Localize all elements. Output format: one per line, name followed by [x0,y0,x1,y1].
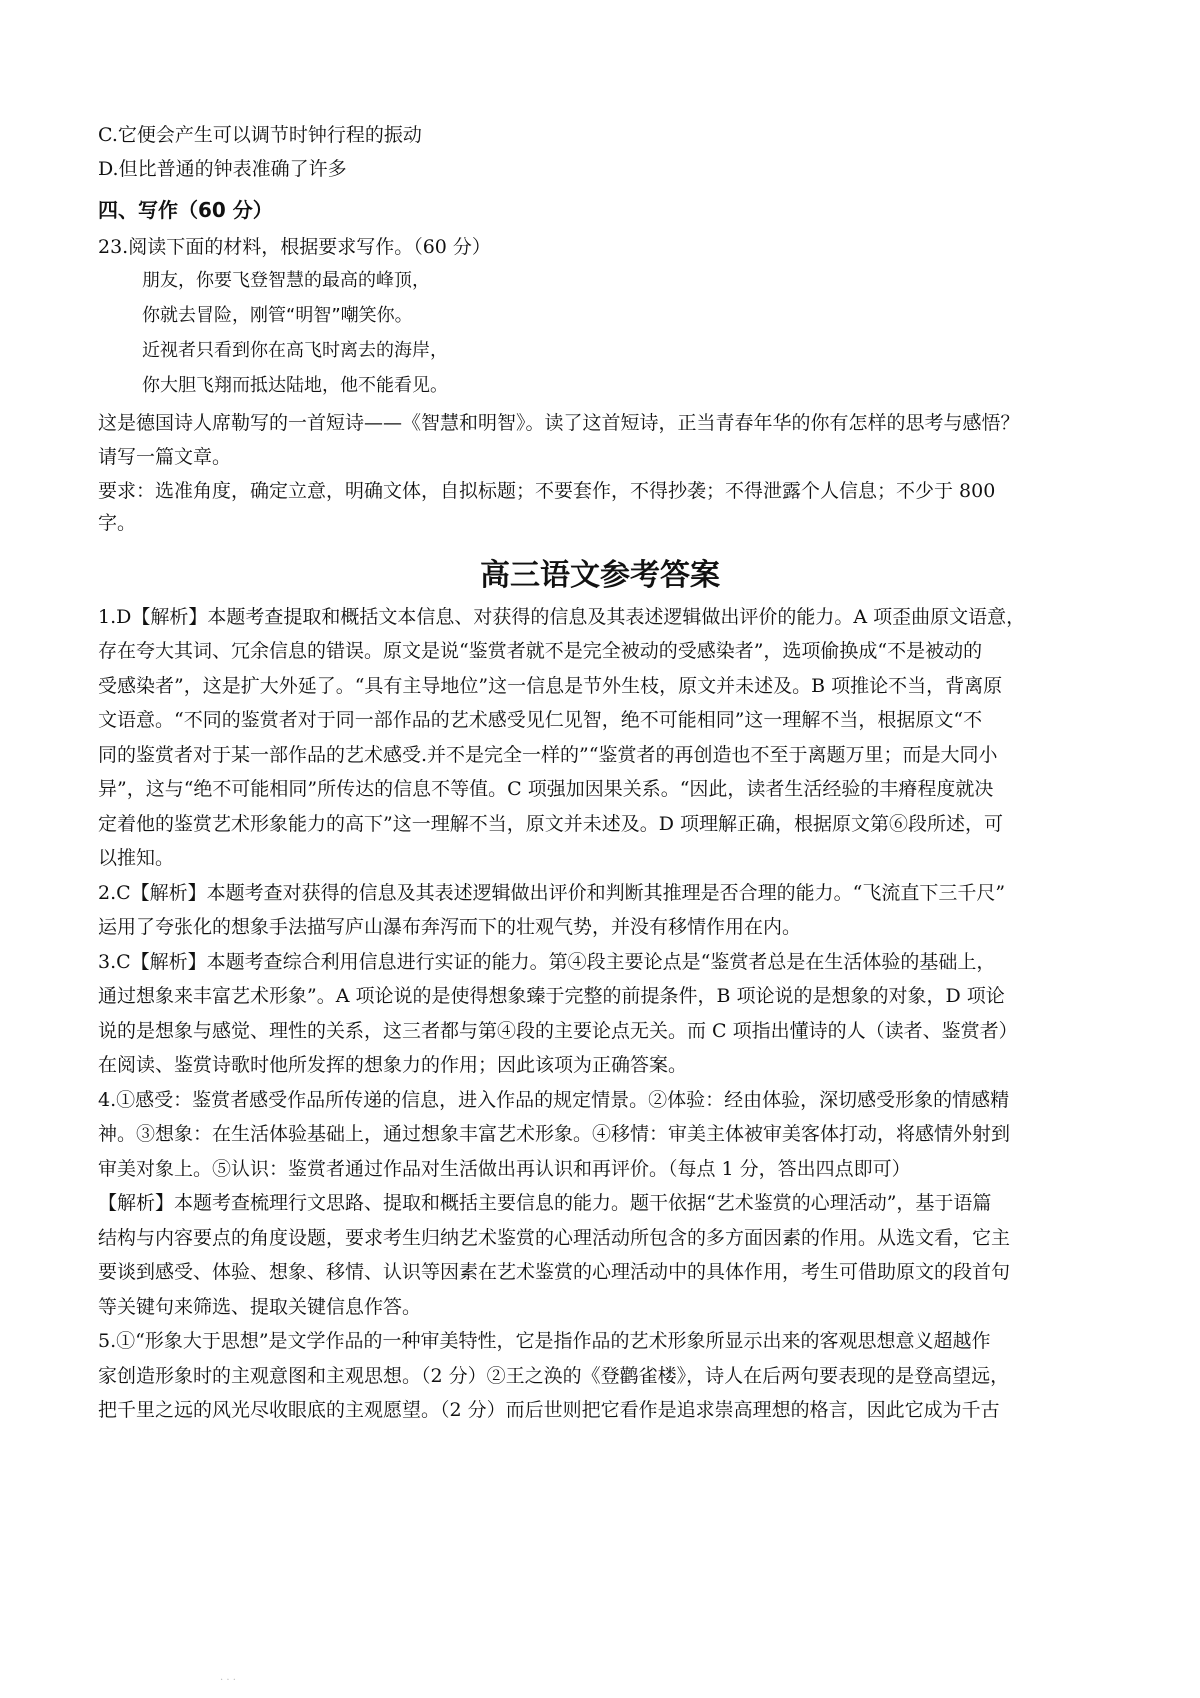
answer-line: 定着他的鉴赏艺术形象能力的高下”这一理解不当，原文并未述及。D 项理解正确，根据原文第⑥段所述，可 [98,813,1003,835]
answer-line: 5.①“形象大于思想”是文学作品的一种审美特性，它是指作品的艺术形象所显示出来的客观思想意义超越作 [98,1330,991,1352]
answer-line: 文语意。“不同的鉴赏者对于同一部作品的艺术感受见仁见智，绝不可能相同”这一理解不当，根据原文“不 [98,709,983,731]
answer-line: 同的鉴赏者对于某一部作品的艺术感受.并不是完全一样的”“鉴赏者的再创造也不至于离题万里；而是大同小 [98,744,998,766]
answer-line: 运用了夸张化的想象手法描写庐山瀑布奔泻而下的壮观气势，并没有移情作用在内。 [98,916,802,938]
answer-line: 要谈到感受、体验、想象、移情、认识等因素在艺术鉴赏的心理活动中的具体作用，考生可借助原文的段首句 [98,1261,1011,1283]
writing-question: 23.阅读下面的材料，根据要求写作。（60 分） [98,236,491,258]
answer-line: 【解析】本题考查梳理行文思路、提取和概括主要信息的能力。题干依据“艺术鉴赏的心理活动”，基于语篇 [98,1192,992,1214]
writing-prompt-line-1: 这是德国诗人席勒写的一首短诗——《智慧和明智》。读了这首短诗，正当青春年华的你有怎样的思考与感悟？ [98,412,1020,434]
answer-line: 存在夸大其词、冗余信息的错误。原文是说“鉴赏者就不是完全被动的受感染者”，选项偷换成“不是被动的 [98,640,983,662]
answer-key-title: 高三语文参考答案 [480,558,720,593]
answer-line: 等关键句来筛选、提取关键信息作答。 [98,1296,422,1318]
answer-line: 家创造形象时的主观意图和主观思想。（2 分）②王之涣的《登鹳雀楼》，诗人在后两句要表现的是登高望远， [98,1365,1010,1387]
writing-section-heading: 四、写作（60 分） [98,198,273,222]
answer-line: 受感染者”，这是扩大外延了。“具有主导地位”这一信息是节外生枝，原文并未述及。B 项推论不当，背离原 [98,675,1003,697]
answer-line: 在阅读、鉴赏诗歌时他所发挥的想象力的作用；因此该项为正确答案。 [98,1054,688,1076]
answer-line: 说的是想象与感觉、理性的关系，这三者都与第④段的主要论点无关。而 C 项指出懂诗的人（读者、鉴赏者） [98,1020,1018,1042]
answer-line: 异”，这与“绝不可能相同”所传达的信息不等值。C 项强加因果关系。“因此，读者生活经验的丰瘠程度就决 [98,778,994,800]
answer-line: 2.C【解析】本题考查对获得的信息及其表述逻辑做出评价和判断其推理是否合理的能力。“飞流直下三千尺” [98,882,1006,904]
poem-line-4: 你大胆飞翔而抵达陆地，他不能看见。 [142,375,448,396]
answer-line: 3.C【解析】本题考查综合利用信息进行实证的能力。第④段主要论点是“鉴赏者总是在生活体验的基础上， [98,951,996,973]
answer-line: 审美对象上。⑤认识：鉴赏者通过作品对生活做出再认识和再评价。（每点 1 分，答出四点即可） [98,1158,911,1180]
writing-requirement-line-1: 要求：选准角度，确定立意，明确文体，自拟标题；不要套作，不得抄袭；不得泄露个人信息；不少于 800 [98,480,996,502]
answer-line: 结构与内容要点的角度设题，要求考生归纳艺术鉴赏的心理活动所包含的多方面因素的作用。从选文看，它主 [98,1227,1011,1249]
writing-prompt-line-2: 请写一篇文章。 [98,446,232,468]
answer-line: 4.①感受：鉴赏者感受作品所传递的信息，进入作品的规定情景。②体验：经由体验，深切感受形象的情感精 [98,1089,1010,1111]
option-d: D.但比普通的钟表准确了许多 [98,158,347,180]
poem-line-1: 朋友，你要飞登智慧的最高的峰顶， [142,270,430,291]
answer-line: 神。③想象：在生活体验基础上，通过想象丰富艺术形象。④移情：审美主体被审美客体打动，将感情外射到 [98,1123,1011,1145]
writing-requirement-line-2: 字。 [98,512,137,534]
answer-line: 通过想象来丰富艺术形象”。A 项论说的是使得想象臻于完整的前提条件，B 项论说的是想象的对象，D 项论 [98,985,1005,1007]
answer-line: 1.D【解析】本题考查提取和概括文本信息、对获得的信息及其表述逻辑做出评价的能力。A 项歪曲原文语意， [98,606,1026,628]
footer-mark: . . . [220,1672,236,1683]
answer-line: 以推知。 [98,847,175,869]
answer-line: 把千里之远的风光尽收眼底的主观愿望。（2 分）而后世则把它看作是追求崇高理想的格言，因此它成为千古 [98,1399,1000,1421]
poem-line-3: 近视者只看到你在高飞时离去的海岸， [142,340,448,361]
option-c: C.它便会产生可以调节时钟行程的振动 [98,124,422,146]
poem-line-2: 你就去冒险，刚管“明智”嘲笑你。 [142,305,413,326]
